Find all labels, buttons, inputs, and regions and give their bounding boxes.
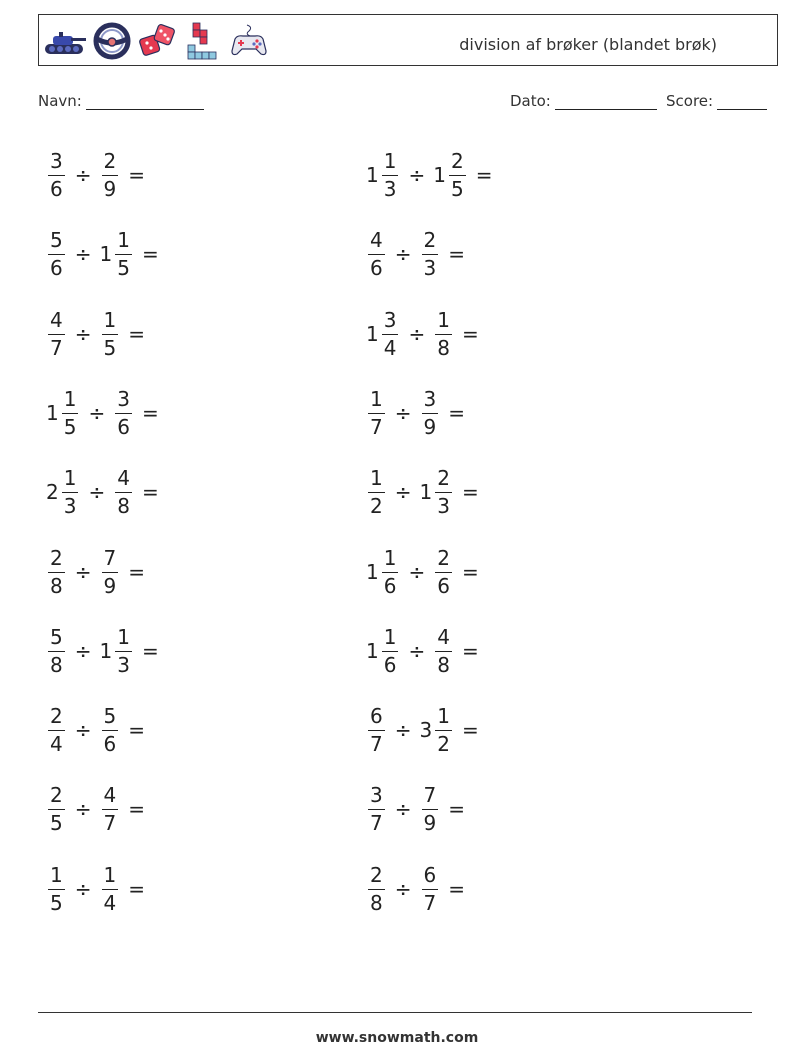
- divisor-fraction-bar: [435, 334, 452, 335]
- dividend-fraction: [62, 388, 79, 438]
- equals-sign: =: [128, 718, 145, 743]
- divisor-denominator: 3: [437, 494, 450, 519]
- problem-item: [46, 854, 145, 924]
- dividend-fraction-bar: [48, 730, 65, 731]
- equals-sign: =: [475, 163, 493, 187]
- division-sign: ÷: [74, 797, 92, 822]
- divisor-fraction-bar: [102, 730, 119, 731]
- divisor-mixed-number: [100, 864, 121, 914]
- dividend-mixed-number: [46, 705, 67, 755]
- dividend-mixed-number: [366, 705, 387, 755]
- dividend-fraction: [382, 547, 399, 597]
- dividend-fraction-bar: [48, 889, 65, 890]
- dividend-fraction-bar: [368, 809, 385, 810]
- dividend-fraction: [48, 150, 65, 200]
- divisor-numerator: 6: [423, 862, 437, 887]
- dividend-numerator: 1: [63, 386, 77, 411]
- dividend-numerator: 1: [383, 149, 397, 173]
- divisor-numerator: 7: [423, 783, 437, 808]
- problem-item: [366, 774, 465, 844]
- divisor-numerator: 3: [117, 386, 130, 411]
- dividend-mixed-number: [366, 150, 400, 200]
- worksheet-title: division af brøker (blandet brøk): [459, 35, 717, 54]
- dividend-denominator: 8: [50, 652, 63, 677]
- dividend-numerator: 1: [50, 862, 63, 887]
- problem-item: [46, 219, 159, 289]
- problem-item: [46, 378, 159, 448]
- divisor-whole: 1: [419, 480, 433, 505]
- division-sign: ÷: [88, 400, 106, 425]
- divisor-mixed-number: [113, 467, 134, 517]
- equals-sign: =: [128, 559, 145, 584]
- divisor-numerator: 7: [103, 545, 117, 570]
- equals-sign: =: [448, 400, 465, 425]
- score-label: Score:: [666, 92, 714, 110]
- equals-sign: =: [141, 638, 159, 663]
- divisor-denominator: 8: [437, 335, 450, 360]
- divisor-numerator: 1: [437, 704, 450, 729]
- equals-sign: =: [448, 797, 465, 822]
- divisor-denominator: 6: [117, 414, 130, 439]
- dividend-fraction: [368, 467, 385, 517]
- dividend-fraction: [382, 309, 399, 359]
- divisor-fraction: [435, 705, 452, 755]
- division-sign: ÷: [394, 242, 412, 267]
- dividend-fraction-bar: [48, 254, 65, 255]
- division-sign: ÷: [74, 321, 92, 346]
- divisor-mixed-number: [420, 388, 441, 438]
- problem-item: [366, 219, 465, 289]
- divisor-fraction: [115, 626, 132, 676]
- divisor-denominator: 4: [103, 890, 117, 915]
- divisor-mixed-number: [420, 705, 454, 755]
- division-sign: ÷: [74, 559, 92, 584]
- dividend-fraction: [368, 388, 385, 438]
- dividend-numerator: 1: [383, 545, 397, 570]
- dice-icon: [137, 21, 177, 61]
- dividend-denominator: 6: [383, 652, 397, 677]
- dividend-fraction: [48, 784, 65, 834]
- equals-sign: =: [141, 400, 159, 425]
- divisor-mixed-number: [100, 784, 121, 834]
- divisor-fraction-bar: [115, 492, 132, 493]
- division-sign: ÷: [74, 718, 92, 743]
- divisor-fraction-bar: [115, 254, 132, 255]
- divisor-fraction-bar: [102, 889, 119, 890]
- dividend-mixed-number: [46, 784, 67, 834]
- dividend-numerator: 2: [50, 545, 63, 570]
- dividend-fraction-bar: [48, 651, 65, 652]
- divisor-fraction-bar: [435, 730, 452, 731]
- dividend-fraction-bar: [382, 175, 399, 176]
- dividend-denominator: 4: [383, 335, 397, 360]
- division-sign: ÷: [394, 718, 412, 743]
- divisor-fraction-bar: [422, 413, 439, 414]
- division-sign: ÷: [408, 559, 426, 584]
- divisor-fraction: [115, 467, 132, 517]
- dividend-fraction-bar: [62, 492, 79, 493]
- problem-item: [366, 537, 479, 607]
- dividend-fraction-bar: [368, 889, 385, 890]
- equals-sign: =: [461, 718, 479, 743]
- dividend-denominator: 3: [383, 177, 397, 201]
- problem-item: [46, 774, 145, 844]
- problem-item: [366, 695, 479, 765]
- divisor-denominator: 8: [437, 652, 450, 677]
- divisor-mixed-number: [100, 705, 121, 755]
- dividend-fraction: [368, 864, 385, 914]
- divisor-fraction-bar: [102, 572, 119, 573]
- dividend-denominator: 7: [370, 732, 383, 757]
- dividend-denominator: 2: [370, 494, 383, 519]
- divisor-fraction: [102, 150, 119, 200]
- divisor-numerator: 1: [117, 228, 130, 253]
- dividend-denominator: 6: [50, 177, 63, 201]
- divisor-denominator: 5: [450, 177, 464, 201]
- equals-sign: =: [461, 480, 479, 505]
- equals-sign: =: [141, 480, 159, 505]
- divisor-fraction: [422, 229, 439, 279]
- divisor-numerator: 5: [103, 704, 117, 729]
- divisor-fraction: [115, 388, 132, 438]
- divisor-numerator: 2: [450, 149, 464, 173]
- dividend-fraction: [382, 626, 399, 676]
- dividend-denominator: 6: [383, 573, 397, 598]
- divisor-denominator: 3: [117, 652, 130, 677]
- dividend-fraction-bar: [48, 175, 65, 176]
- dividend-mixed-number: [46, 150, 67, 200]
- divisor-numerator: 1: [103, 307, 117, 332]
- dividend-numerator: 6: [370, 704, 383, 729]
- dividend-denominator: 7: [370, 414, 383, 439]
- dividend-mixed-number: [366, 309, 400, 359]
- division-sign: ÷: [408, 163, 426, 187]
- divisor-whole: 1: [99, 242, 113, 267]
- division-sign: ÷: [74, 163, 92, 187]
- divisor-numerator: 2: [437, 466, 450, 491]
- problem-item: [366, 140, 492, 210]
- division-sign: ÷: [408, 321, 426, 346]
- divisor-fraction: [102, 309, 119, 359]
- header-box: [38, 14, 778, 66]
- divisor-fraction-bar: [115, 413, 132, 414]
- problem-item: [46, 140, 145, 210]
- divisor-denominator: 8: [117, 494, 130, 519]
- tank-icon: [43, 24, 87, 58]
- dividend-fraction-bar: [48, 572, 65, 573]
- dividend-fraction-bar: [368, 730, 385, 731]
- dividend-mixed-number: [46, 388, 80, 438]
- divisor-fraction-bar: [115, 651, 132, 652]
- divisor-fraction: [115, 229, 132, 279]
- dividend-mixed-number: [366, 467, 387, 517]
- divisor-fraction: [435, 309, 452, 359]
- divisor-fraction: [435, 467, 452, 517]
- divisor-mixed-number: [100, 309, 121, 359]
- divisor-denominator: 7: [423, 890, 437, 915]
- divisor-denominator: 7: [103, 811, 117, 836]
- dividend-fraction-bar: [368, 492, 385, 493]
- dividend-numerator: 1: [383, 624, 397, 649]
- dividend-numerator: 1: [63, 466, 77, 491]
- divisor-fraction: [422, 388, 439, 438]
- divisor-mixed-number: [100, 229, 134, 279]
- dividend-fraction-bar: [368, 254, 385, 255]
- dividend-fraction: [48, 864, 65, 914]
- divisor-numerator: 4: [103, 783, 117, 808]
- footer-url: www.snowmath.com: [315, 1030, 479, 1046]
- dividend-numerator: 2: [50, 783, 63, 808]
- divisor-mixed-number: [100, 150, 121, 200]
- dividend-fraction: [48, 547, 65, 597]
- divisor-denominator: 9: [423, 414, 437, 439]
- header-icons: [43, 19, 269, 63]
- divisor-fraction-bar: [449, 175, 466, 176]
- divisor-fraction: [102, 547, 119, 597]
- divisor-fraction: [102, 705, 119, 755]
- dividend-numerator: 4: [370, 228, 383, 253]
- problem-item: [366, 299, 479, 369]
- problem-item: [46, 299, 145, 369]
- divisor-mixed-number: [420, 467, 454, 517]
- dividend-numerator: 2: [370, 862, 383, 887]
- dividend-fraction: [62, 467, 79, 517]
- dividend-fraction-bar: [382, 334, 399, 335]
- divisor-denominator: 5: [117, 256, 130, 281]
- dividend-mixed-number: [46, 229, 67, 279]
- score-field[interactable]: [666, 92, 767, 110]
- problem-item: [366, 457, 479, 527]
- divisor-mixed-number: [420, 784, 441, 834]
- divisor-fraction-bar: [102, 175, 119, 176]
- divisor-fraction-bar: [102, 334, 119, 335]
- divisor-denominator: 9: [423, 811, 437, 836]
- divisor-denominator: 2: [437, 732, 450, 757]
- divisor-numerator: 4: [437, 624, 450, 649]
- dividend-whole: 1: [46, 400, 59, 425]
- tetris-blocks-icon: [183, 21, 223, 61]
- dividend-numerator: 3: [370, 783, 383, 808]
- dividend-mixed-number: [366, 784, 387, 834]
- dividend-denominator: 7: [50, 335, 63, 360]
- divisor-numerator: 1: [117, 624, 130, 649]
- problem-item: [366, 616, 479, 686]
- dividend-mixed-number: [366, 388, 387, 438]
- dividend-whole: 2: [46, 480, 59, 505]
- divisor-numerator: 2: [437, 545, 450, 570]
- dividend-fraction-bar: [48, 809, 65, 810]
- equals-sign: =: [448, 876, 465, 901]
- divisor-fraction: [102, 784, 119, 834]
- dividend-denominator: 4: [50, 732, 63, 757]
- dividend-numerator: 1: [370, 386, 383, 411]
- dividend-numerator: 5: [50, 624, 63, 649]
- divisor-mixed-number: [420, 229, 441, 279]
- dividend-mixed-number: [46, 626, 67, 676]
- divisor-whole: 1: [99, 638, 113, 663]
- equals-sign: =: [128, 876, 145, 901]
- dividend-fraction: [48, 705, 65, 755]
- dividend-denominator: 5: [50, 890, 63, 915]
- divisor-fraction: [422, 864, 439, 914]
- steering-wheel-icon: [93, 22, 131, 60]
- dividend-denominator: 5: [63, 414, 77, 439]
- divisor-fraction: [102, 864, 119, 914]
- divisor-numerator: 4: [117, 466, 130, 491]
- divisor-fraction-bar: [435, 651, 452, 652]
- dividend-fraction: [368, 705, 385, 755]
- footer-divider: [38, 1012, 752, 1013]
- gamepad-icon: [229, 21, 269, 61]
- equals-sign: =: [461, 321, 479, 346]
- dividend-fraction: [48, 626, 65, 676]
- division-sign: ÷: [74, 242, 92, 267]
- dividend-fraction: [368, 784, 385, 834]
- dividend-mixed-number: [366, 626, 400, 676]
- division-sign: ÷: [394, 480, 412, 505]
- dividend-whole: 1: [366, 638, 379, 663]
- divisor-numerator: 2: [423, 228, 437, 253]
- dividend-numerator: 4: [50, 307, 63, 332]
- dividend-mixed-number: [46, 864, 67, 914]
- dividend-mixed-number: [46, 309, 67, 359]
- dividend-mixed-number: [366, 864, 387, 914]
- divisor-mixed-number: [433, 309, 454, 359]
- dividend-denominator: 5: [50, 811, 63, 836]
- name-line[interactable]: [86, 95, 204, 110]
- dividend-fraction: [48, 229, 65, 279]
- equals-sign: =: [128, 797, 145, 822]
- date-field[interactable]: [510, 92, 657, 110]
- divisor-fraction-bar: [422, 889, 439, 890]
- dividend-numerator: 3: [50, 149, 63, 173]
- score-line[interactable]: [717, 95, 767, 110]
- division-sign: ÷: [394, 876, 412, 901]
- dividend-fraction-bar: [382, 572, 399, 573]
- divisor-fraction-bar: [435, 572, 452, 573]
- divisor-denominator: 9: [103, 177, 117, 201]
- equals-sign: =: [141, 242, 159, 267]
- divisor-mixed-number: [433, 150, 467, 200]
- dividend-denominator: 8: [50, 573, 63, 598]
- divisor-fraction-bar: [422, 809, 439, 810]
- dividend-whole: 1: [366, 321, 379, 346]
- division-sign: ÷: [394, 400, 412, 425]
- dividend-numerator: 5: [50, 228, 63, 253]
- dividend-numerator: 2: [50, 704, 63, 729]
- name-field[interactable]: [38, 92, 204, 110]
- divisor-numerator: 2: [103, 149, 117, 173]
- divisor-mixed-number: [100, 547, 121, 597]
- divisor-fraction: [422, 784, 439, 834]
- division-sign: ÷: [394, 797, 412, 822]
- dividend-fraction: [48, 309, 65, 359]
- divisor-mixed-number: [433, 626, 454, 676]
- divisor-denominator: 5: [103, 335, 117, 360]
- equals-sign: =: [448, 242, 465, 267]
- divisor-mixed-number: [420, 864, 441, 914]
- name-label: Navn:: [38, 92, 82, 110]
- dividend-fraction-bar: [48, 334, 65, 335]
- problem-item: [46, 537, 145, 607]
- problem-item: [46, 457, 159, 527]
- dividend-mixed-number: [366, 229, 387, 279]
- divisor-fraction-bar: [422, 254, 439, 255]
- dividend-denominator: 8: [370, 890, 383, 915]
- dividend-whole: 1: [366, 163, 379, 187]
- division-sign: ÷: [88, 480, 106, 505]
- divisor-denominator: 6: [103, 732, 117, 757]
- dividend-fraction-bar: [368, 413, 385, 414]
- dividend-denominator: 6: [50, 256, 63, 281]
- divisor-mixed-number: [113, 388, 134, 438]
- divisor-fraction: [449, 150, 466, 200]
- divisor-mixed-number: [100, 626, 134, 676]
- divisor-fraction-bar: [102, 809, 119, 810]
- divisor-whole: 1: [433, 163, 446, 187]
- equals-sign: =: [128, 321, 145, 346]
- date-label: Dato:: [510, 92, 551, 110]
- divisor-numerator: 3: [423, 386, 437, 411]
- dividend-fraction-bar: [382, 651, 399, 652]
- dividend-fraction: [368, 229, 385, 279]
- dividend-fraction: [382, 150, 399, 200]
- problem-item: [46, 695, 145, 765]
- dividend-mixed-number: [46, 547, 67, 597]
- problem-item: [366, 854, 465, 924]
- problem-item: [46, 616, 159, 686]
- divisor-fraction: [435, 626, 452, 676]
- divisor-whole: 3: [419, 718, 433, 743]
- date-line[interactable]: [555, 95, 657, 110]
- divisor-numerator: 1: [437, 307, 450, 332]
- divisor-fraction: [435, 547, 452, 597]
- division-sign: ÷: [74, 638, 92, 663]
- dividend-denominator: 7: [370, 811, 383, 836]
- division-sign: ÷: [74, 876, 92, 901]
- divisor-denominator: 3: [423, 256, 437, 281]
- divisor-denominator: 9: [103, 573, 117, 598]
- dividend-fraction-bar: [62, 413, 79, 414]
- dividend-numerator: 3: [383, 307, 397, 332]
- dividend-mixed-number: [366, 547, 400, 597]
- equals-sign: =: [128, 163, 145, 187]
- divisor-denominator: 6: [437, 573, 450, 598]
- dividend-mixed-number: [46, 467, 80, 517]
- dividend-denominator: 6: [370, 256, 383, 281]
- dividend-numerator: 1: [370, 466, 383, 491]
- dividend-whole: 1: [366, 559, 379, 584]
- problem-item: [366, 378, 465, 448]
- divisor-numerator: 1: [103, 862, 117, 887]
- dividend-denominator: 3: [63, 494, 77, 519]
- divisor-mixed-number: [433, 547, 454, 597]
- division-sign: ÷: [408, 638, 426, 663]
- equals-sign: =: [461, 559, 479, 584]
- equals-sign: =: [461, 638, 479, 663]
- divisor-fraction-bar: [435, 492, 452, 493]
